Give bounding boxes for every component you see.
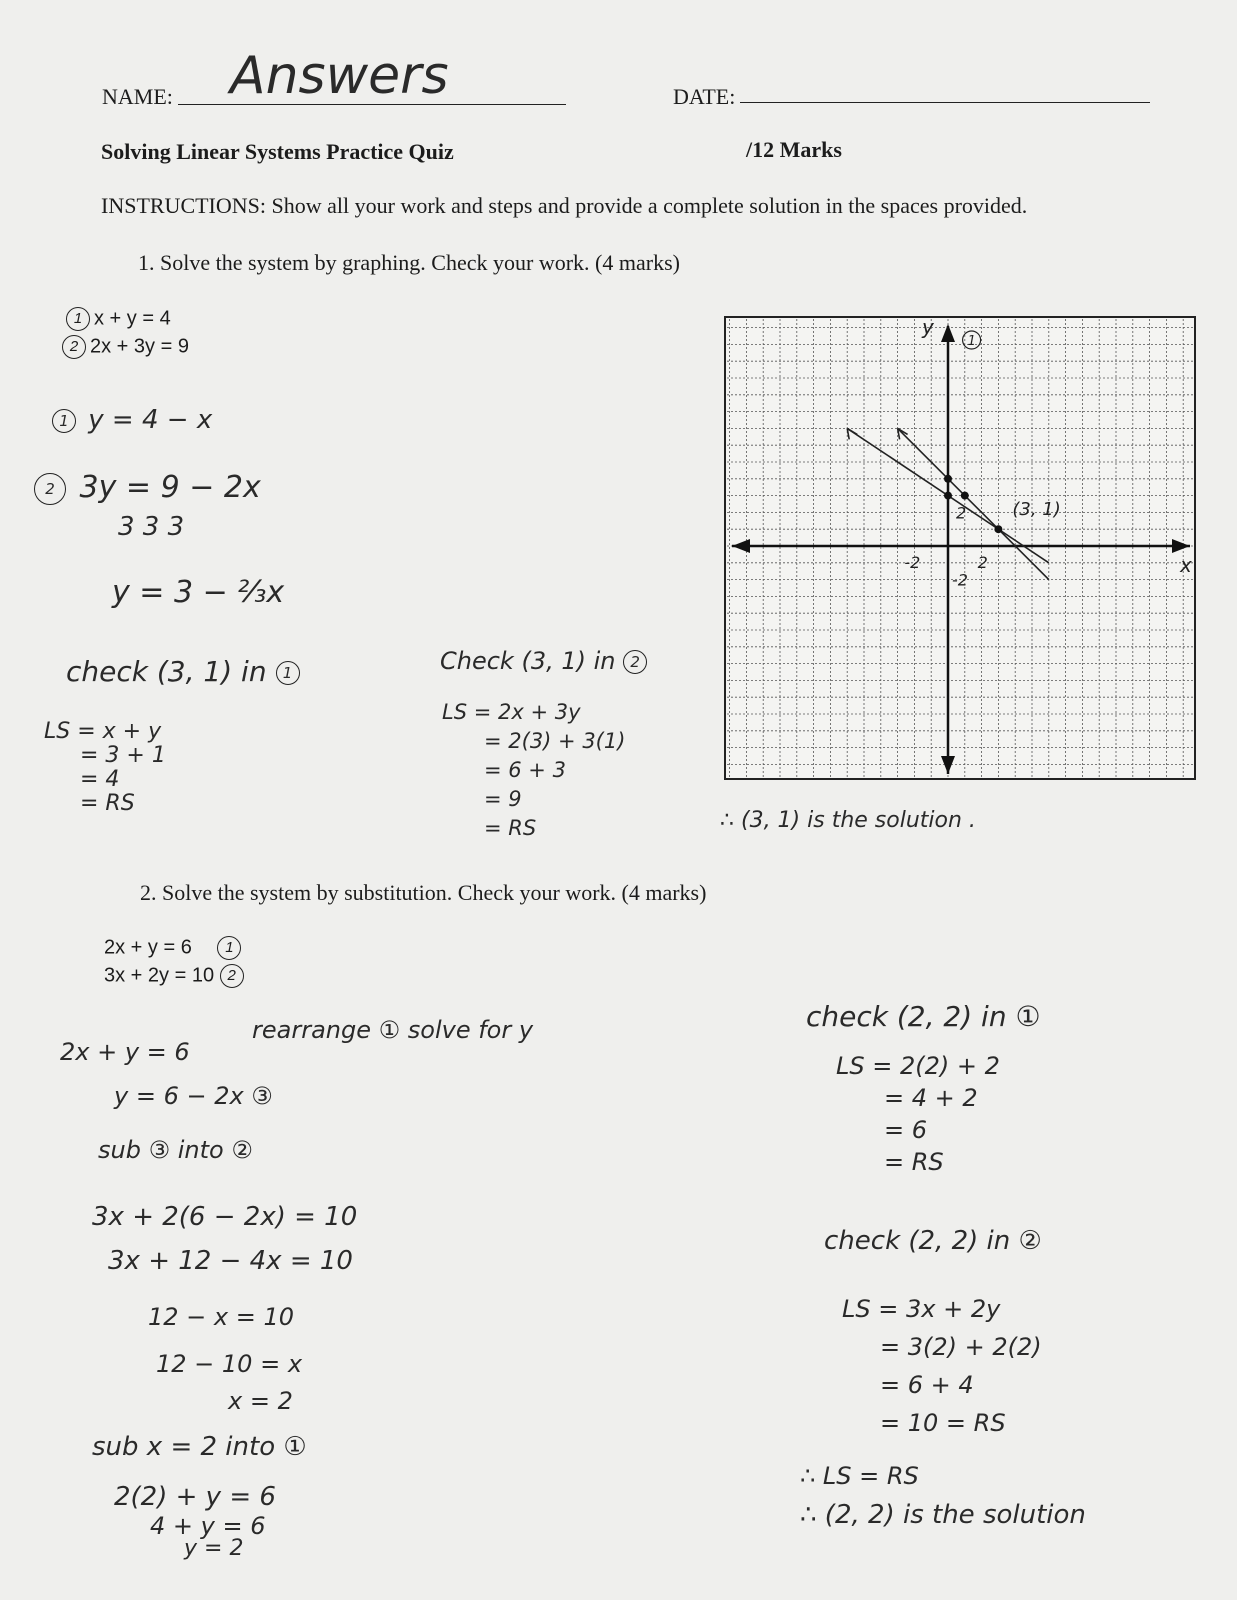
q2-work-line: 3x + 2(6 − 2x) = 10 (92, 1202, 358, 1232)
q2-check2-lines: LS = 3x + 2y = 3(2) + 2(2) = 6 + 4 = 10 = RS (842, 1295, 1042, 1437)
q2-work-line: 3x + 12 − 4x = 10 (108, 1246, 353, 1276)
x-tick-label: -2 (904, 553, 921, 572)
q1-eq1: 1 x + y = 4 (66, 307, 171, 331)
q2-check1-title: check (2, 2) in ① (806, 1000, 1041, 1033)
q1-work-line: 1 y = 4 − x (52, 405, 212, 435)
q1-work-line: 2 3y = 9 − 2x (34, 470, 261, 505)
graph-point (944, 475, 952, 483)
solution-label: (3, 1) (1012, 499, 1061, 521)
date-label: DATE: (673, 84, 736, 109)
name-label: NAME: (102, 84, 173, 109)
q2-eq1: 2x + y = 6 1 (104, 936, 245, 960)
eq-tag: 2 (62, 335, 86, 359)
q1-check1-lines: LS = x + y = 3 + 1 = 4 = RS (44, 719, 166, 816)
marks-total: /12 Marks (746, 137, 842, 162)
y-tick-label: -2 (952, 570, 968, 590)
eq-tag: 1 (66, 307, 90, 331)
q1-conclusion: ∴ (3, 1) is the solution . (720, 808, 976, 833)
q2-work-line: 4 + y = 6 (150, 1512, 266, 1540)
q2-work-line: y = 2 (184, 1536, 244, 1561)
q1-check1-title: check (3, 1) in 1 (66, 655, 304, 688)
q1-check2-title: Check (3, 1) in 2 (440, 647, 651, 675)
y-axis-label: y (922, 316, 934, 339)
y-tick-label: 2 (956, 503, 967, 523)
q2-work-line: 12 − 10 = x (156, 1350, 303, 1378)
q2-rearrange-note: rearrange ① solve for y (252, 1016, 534, 1044)
q2-check1-lines: LS = 2(2) + 2 = 4 + 2 = 6 = RS (836, 1052, 1000, 1176)
name-value[interactable]: Answers (230, 46, 449, 106)
q1-work-line: y = 3 − ⅔x (112, 575, 285, 610)
x-tick-label: 2 (977, 553, 988, 572)
date-line[interactable] (740, 102, 1150, 103)
q2-final-2: ∴ (2, 2) is the solution (800, 1500, 1086, 1530)
x-axis-label: x (1180, 553, 1192, 577)
q2-work-line: sub x = 2 into ① (92, 1432, 307, 1462)
q2-work-line: x = 2 (228, 1387, 293, 1415)
q2-work-line: sub ③ into ② (98, 1136, 253, 1164)
q2-work-line: y = 6 − 2x ③ (114, 1082, 273, 1110)
q2-work-line: 12 − x = 10 (148, 1303, 295, 1331)
q1-prompt: 1. Solve the system by graphing. Check your work. (4 marks) (138, 250, 680, 275)
q2-eq2: 3x + 2y = 10 2 (104, 964, 248, 988)
q1-eq2: 2 2x + 3y = 9 (62, 335, 189, 359)
graph-point (961, 492, 969, 500)
instructions: INSTRUCTIONS: Show all your work and steps and provide a complete solution in the spaces provided. (101, 193, 1028, 218)
q2-work-line: 2x + y = 6 (60, 1038, 190, 1066)
q1-check2-lines: LS = 2x + 3y = 2(3) + 3(1) = 6 + 3 = 9 = RS (442, 700, 626, 840)
graph-frame (725, 317, 1195, 779)
quiz-title: Solving Linear Systems Practice Quiz (101, 139, 454, 164)
q2-check2-title: check (2, 2) in ② (824, 1226, 1042, 1256)
q2-final-1: ∴ LS = RS (800, 1462, 919, 1490)
graph-point (994, 525, 1002, 533)
q1-work-line: 3 3 3 (118, 512, 185, 542)
graph-point (944, 492, 952, 500)
q2-prompt: 2. Solve the system by substitution. Check your work. (4 marks) (140, 880, 707, 905)
series-tag-label: 1 (967, 334, 976, 349)
q2-work-line: 2(2) + y = 6 (114, 1482, 276, 1512)
q1-graph (724, 316, 1198, 782)
